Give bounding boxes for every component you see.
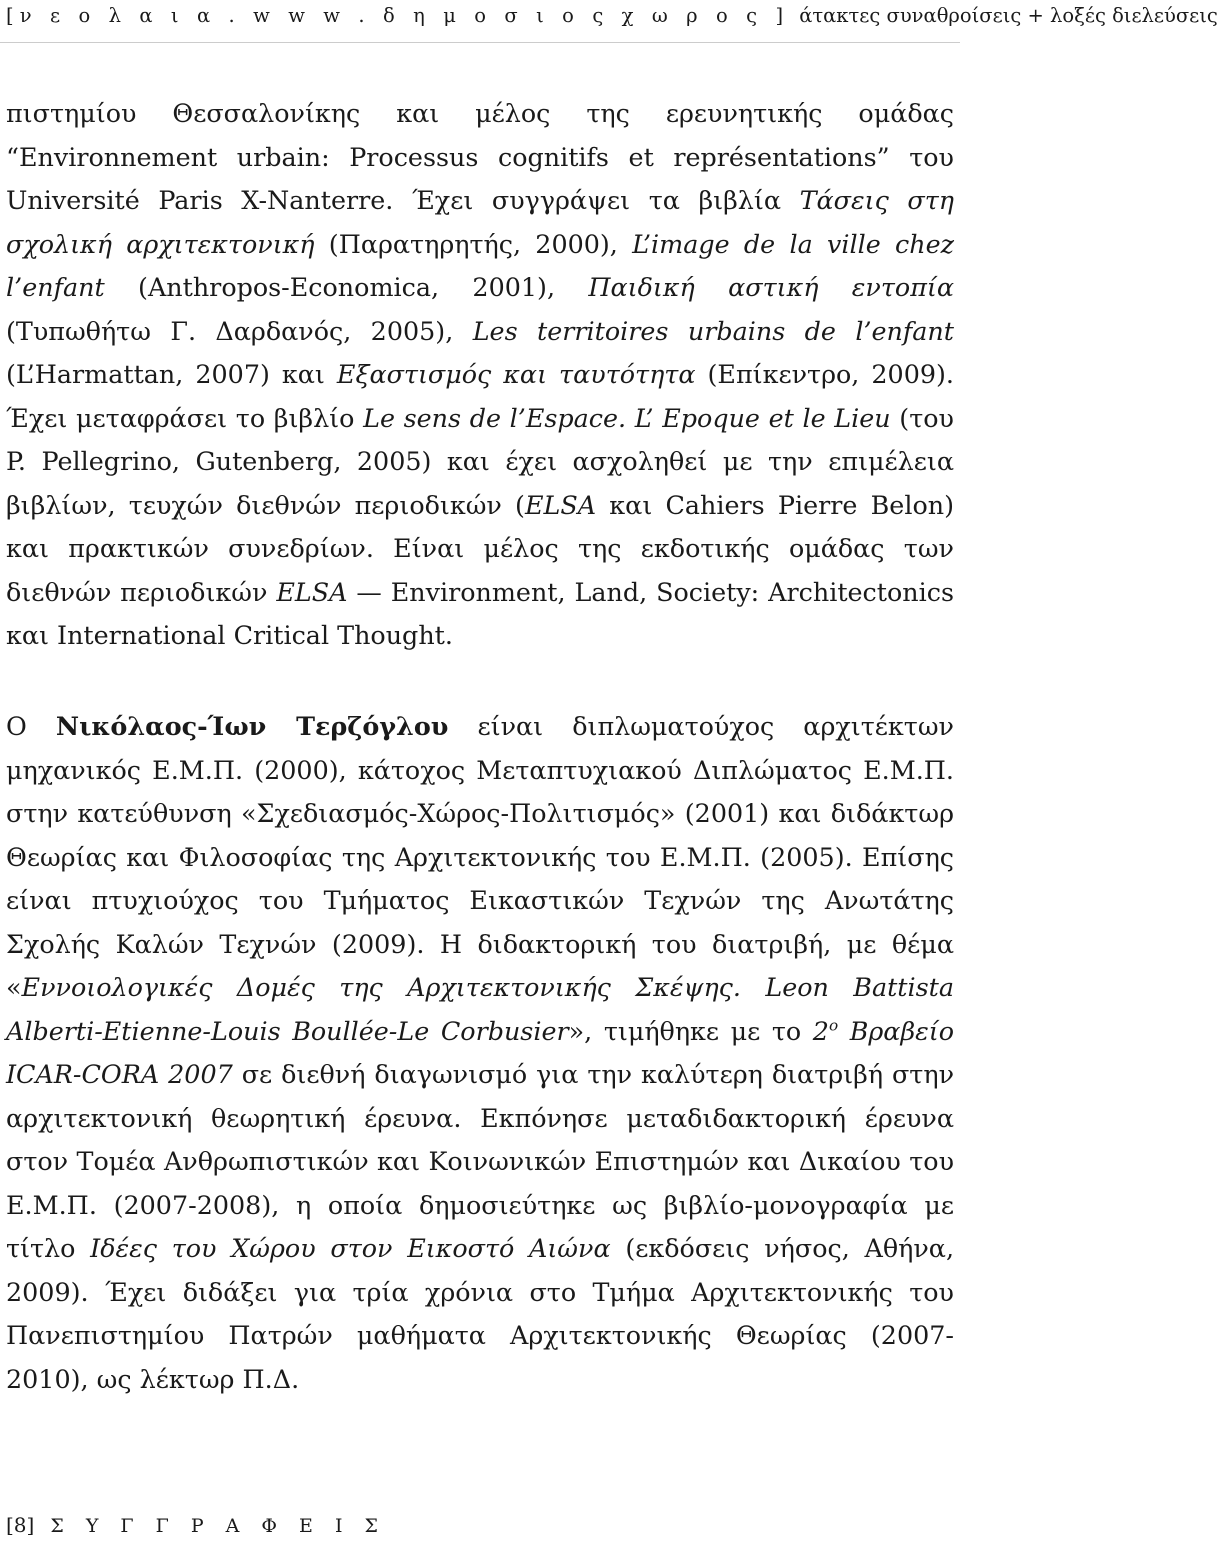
text-run: σε διεθνή διαγωνισμό για την καλύτερη διατριβή στην αρχιτεκτονική θεωρητική έρευνα. Εκπόνησε μεταδιδακτορική έρευνα στον Τομέα Ανθρωπιστικών και Κοινωνικών Επιστημών και Δικαίου του Ε.Μ.Π. (2007-2008), η οποία δημοσιεύτηκε ως βιβλίο-μονογραφία με τίτλο	[6, 1059, 954, 1263]
text-run: (Anthropos-Economica, 2001),	[104, 272, 589, 302]
header-divider	[0, 42, 960, 43]
text-run: (Επίκεντρο, 2009). Έχει μεταφράσει το βιβλίο	[6, 359, 954, 433]
text-run: και Cahiers Pierre Belon) και πρακτικών συνεδρίων. Είναι μέλος της εκδοτικής ομάδας των διεθνών περιοδικών	[6, 489, 954, 607]
bio-paragraph-1	[6, 92, 954, 658]
award-name: Βραβείο ICAR-CORA 2007	[6, 1015, 954, 1089]
author-name: Νικόλαος-Ίων Τερζόγλου	[55, 711, 449, 741]
journal-title: ELSA	[276, 576, 348, 607]
book-title: Ιδέες του Χώρου στον Εικοστό Αιώνα	[90, 1233, 611, 1263]
header-subtitle: άτακτες συναθροίσεις + λοξές διελεύσεις	[799, 4, 1218, 27]
thesis-title: Εννοιολογικές Δομές της Αρχιτεκτονικής Σκέψης. Leon Battista Alberti-Etienne-Louis Boullée-Le Corbusier	[6, 972, 954, 1046]
book-title: Παιδική αστική εντοπία	[588, 272, 954, 302]
text-run: », τιμήθηκε με το	[568, 1015, 813, 1046]
ordinal-suffix: ο	[828, 1016, 839, 1035]
book-title: Les territoires urbains de l’enfant	[472, 315, 954, 346]
book-title: Le sens de l’Espace. L’ Epoque et le Lieu	[363, 402, 891, 433]
page-number: [8]	[6, 1513, 35, 1537]
bio-paragraph-2	[6, 705, 954, 1401]
page-footer	[6, 1512, 386, 1539]
text-run: (Παρατηρητής, 2000),	[314, 228, 633, 259]
running-header	[6, 3, 1218, 29]
text-run: πιστημίου Θεσσαλονίκης και μέλος της ερευνητικής ομάδας “Environnement urbain: Processus cognitifs et représentations” του Université Paris X-Nanterre. Έχει συγγράψει τα βιβλία	[6, 98, 954, 215]
book-title: Τάσεις στη σχολική αρχιτεκτονική	[6, 185, 954, 259]
book-title: L’image de la ville chez l’enfant	[6, 228, 954, 302]
text-run: (του P. Pellegrino, Gutenberg, 2005) και έχει ασχοληθεί με την επιμέλεια βιβλίων, τευχών διεθνών περιοδικών (	[6, 402, 954, 520]
book-title: Εξαστισμός και ταυτότητα	[336, 359, 696, 389]
text-run: (εκδόσεις νήσος, Αθήνα, 2009). Έχει διδάξει για τρία χρόνια στο Τμήμα Αρχιτεκτονικής του Πανεπιστημίου Πατρών μαθήματα Αρχιτεκτονικής Θεωρίας (2007-2010), ως λέκτωρ Π.Δ.	[6, 1233, 955, 1394]
section-title: Σ Υ Γ Γ Ρ Α Φ Ε Ι Σ	[50, 1515, 386, 1537]
text-run: — Environment, Land, Society: Architectonics και International Critical Thought.	[6, 576, 954, 650]
award-rank: 2	[812, 1015, 829, 1046]
text-run: (L’Harmattan, 2007) και	[6, 359, 337, 389]
text-run: (Τυπωθήτω Γ. Δαρδανός, 2005),	[6, 315, 473, 346]
site-title: [ν ε ο λ α ι α . w w w . δ η μ ο σ ι ο ς χ ω ρ ο ς ]	[6, 4, 790, 27]
journal-title: ELSA	[524, 489, 597, 520]
text-run: Ο	[6, 711, 56, 741]
text-run: είναι διπλωματούχος αρχιτέκτων μηχανικός Ε.Μ.Π. (2000), κάτοχος Μεταπτυχιακού Διπλώματος Ε.Μ.Π. στην κατεύθυνση «Σχεδιασμός-Χώρος-Πολιτισμός» (2001) και διδάκτωρ Θεωρίας και Φιλοσοφίας της Αρχιτεκτονικής του Ε.Μ.Π. (2005). Επίσης είναι πτυχιούχος του Τμήματος Εικαστικών Τεχνών της Ανωτάτης Σχολής Καλών Τεχνών (2009). Η διδακτορική του διατριβή, με θέμα «	[6, 711, 954, 1002]
